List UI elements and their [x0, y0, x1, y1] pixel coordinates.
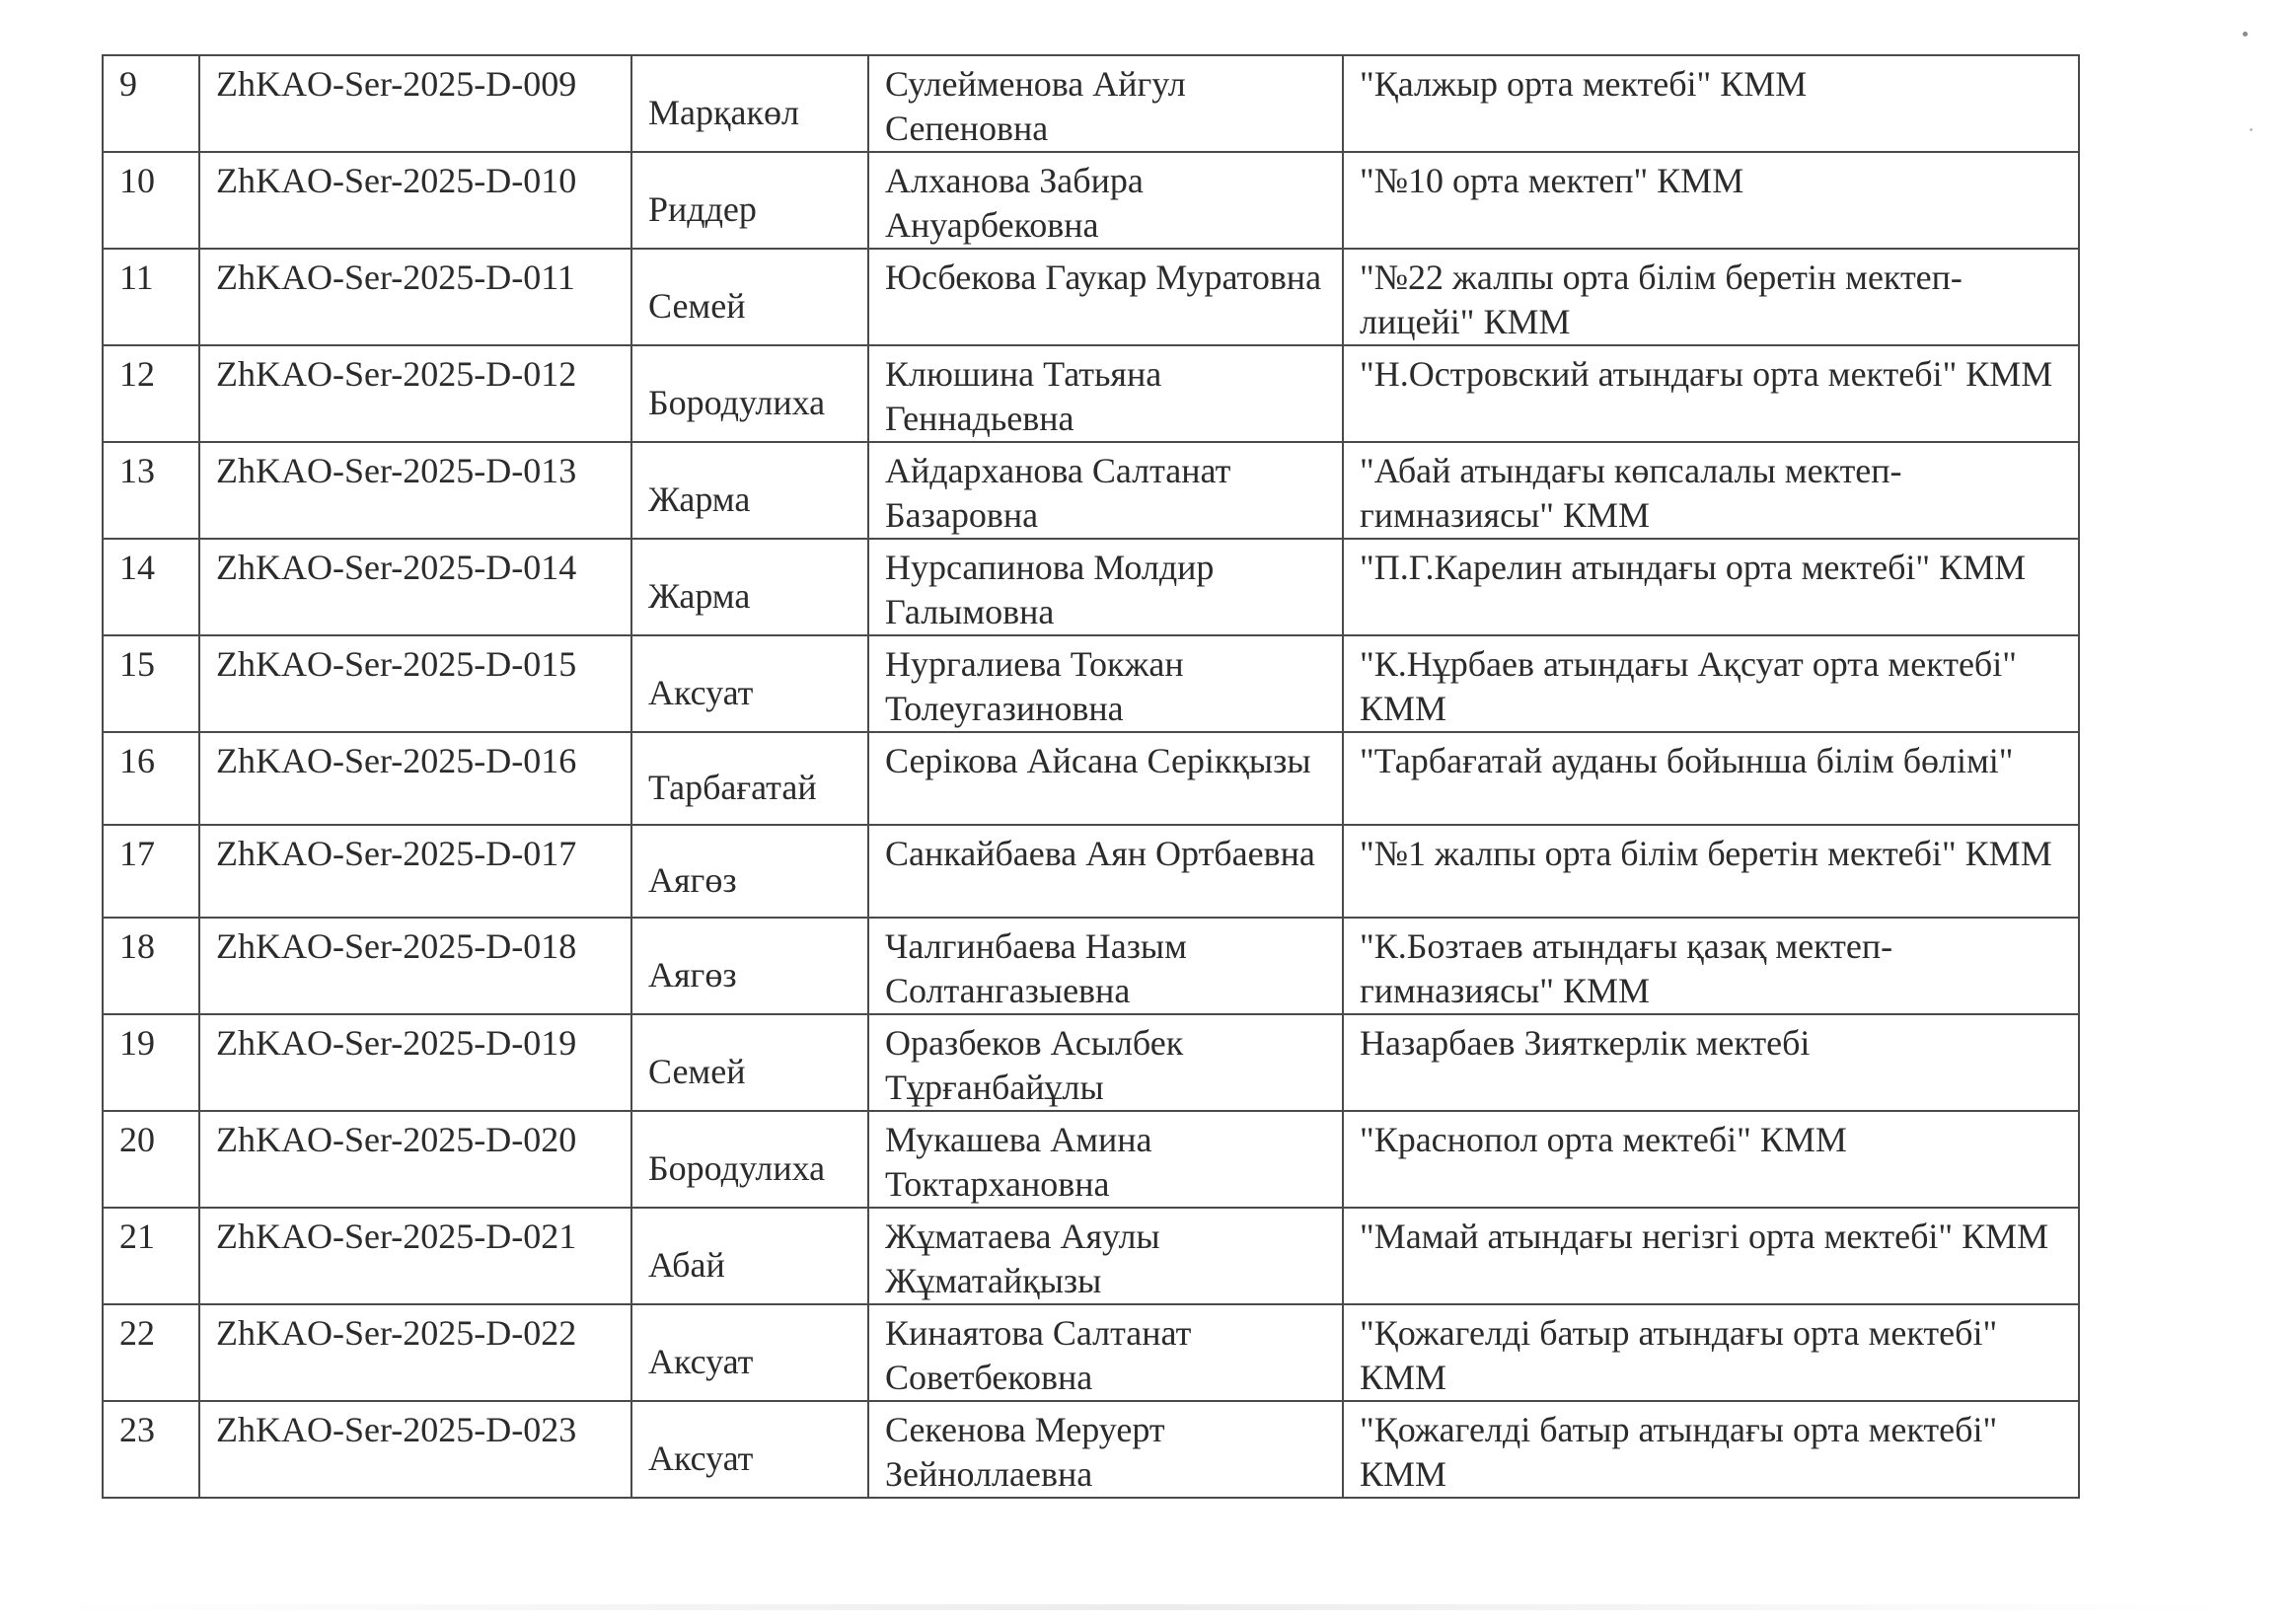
- full-name: Клюшина Татьяна Геннадьевна: [885, 354, 1162, 438]
- district: Бородулиха: [648, 1147, 826, 1188]
- organization: "Қожагелді батыр атындағы орта мектебі" КММ: [1360, 1313, 1998, 1397]
- full-name-cell: [868, 1014, 1343, 1111]
- registration-code: ZhKAO-Ser-2025-D-015: [216, 644, 577, 684]
- full-name-cell: [868, 345, 1343, 442]
- row-number: 11: [119, 258, 154, 297]
- district-cell: [631, 635, 868, 732]
- registration-code-cell: [199, 55, 631, 152]
- district: Жарма: [648, 575, 751, 616]
- organization: "Тарбағатай ауданы бойынша білім бөлімі": [1360, 741, 2014, 780]
- full-name-cell: [868, 55, 1343, 152]
- row-number-cell: [103, 1304, 199, 1401]
- district-cell: [631, 345, 868, 442]
- organization: "Қалжыр орта мектебі" КММ: [1360, 64, 1808, 104]
- district-cell: [631, 1304, 868, 1401]
- registration-code-cell: [199, 1401, 631, 1498]
- registration-code: ZhKAO-Ser-2025-D-010: [216, 161, 577, 200]
- registration-code-cell: [199, 1014, 631, 1111]
- row-number-cell: [103, 442, 199, 539]
- table-row: [103, 152, 2079, 249]
- row-number: 15: [119, 644, 155, 684]
- registration-code: ZhKAO-Ser-2025-D-016: [216, 741, 577, 780]
- organization: "К.Нұрбаев атындағы Ақсуат орта мектебі" КММ: [1360, 644, 2017, 728]
- registration-code: ZhKAO-Ser-2025-D-022: [216, 1313, 577, 1353]
- full-name: Алханова Забира Ануарбековна: [885, 161, 1144, 245]
- organization-cell: [1343, 152, 2079, 249]
- registration-code-cell: [199, 249, 631, 345]
- full-name: Сулейменова Айгул Сепеновна: [885, 64, 1186, 148]
- district: Аксуат: [648, 1341, 754, 1381]
- full-name: Кинаятова Салтанат Советбековна: [885, 1313, 1192, 1397]
- row-number: 23: [119, 1410, 155, 1449]
- district: Аксуат: [648, 672, 754, 712]
- table-row: [103, 442, 2079, 539]
- district-cell: [631, 825, 868, 918]
- district-cell: [631, 1014, 868, 1111]
- table-row: [103, 635, 2079, 732]
- registration-code: ZhKAO-Ser-2025-D-019: [216, 1023, 577, 1063]
- row-number: 18: [119, 926, 155, 966]
- district: Аягөз: [648, 954, 737, 995]
- full-name: Мукашева Амина Токтархановна: [885, 1120, 1152, 1204]
- row-number-cell: [103, 1208, 199, 1304]
- row-number: 16: [119, 741, 155, 780]
- row-number: 19: [119, 1023, 155, 1063]
- organization-cell: [1343, 1401, 2079, 1498]
- row-number-cell: [103, 152, 199, 249]
- district: Бородулиха: [648, 382, 826, 422]
- organization: "П.Г.Карелин атындағы орта мектебі" КММ: [1360, 548, 2027, 587]
- district: Абай: [648, 1244, 725, 1285]
- table-row: [103, 539, 2079, 635]
- district-cell: [631, 152, 868, 249]
- table-row: [103, 1014, 2079, 1111]
- organization-cell: [1343, 1304, 2079, 1401]
- registration-code: ZhKAO-Ser-2025-D-021: [216, 1216, 577, 1256]
- table-row: [103, 1208, 2079, 1304]
- organization-cell: [1343, 825, 2079, 918]
- district: Семей: [648, 1051, 746, 1091]
- full-name-cell: [868, 1208, 1343, 1304]
- organization: "№10 орта мектеп" КММ: [1360, 161, 1744, 200]
- district: Семей: [648, 285, 746, 326]
- full-name-cell: [868, 1111, 1343, 1208]
- district-cell: [631, 55, 868, 152]
- registration-code-cell: [199, 635, 631, 732]
- district: Марқакөл: [648, 92, 799, 132]
- district-cell: [631, 732, 868, 825]
- row-number-cell: [103, 539, 199, 635]
- registration-code: ZhKAO-Ser-2025-D-012: [216, 354, 577, 394]
- registration-code-cell: [199, 152, 631, 249]
- registration-code: ZhKAO-Ser-2025-D-017: [216, 834, 577, 873]
- organization-cell: [1343, 1014, 2079, 1111]
- table-row: [103, 345, 2079, 442]
- row-number-cell: [103, 918, 199, 1014]
- registration-code-cell: [199, 539, 631, 635]
- district-cell: [631, 1208, 868, 1304]
- full-name: Юсбекова Гаукар Муратовна: [885, 258, 1322, 297]
- row-number-cell: [103, 249, 199, 345]
- table-row: [103, 249, 2079, 345]
- row-number: 20: [119, 1120, 155, 1159]
- organization-cell: [1343, 249, 2079, 345]
- full-name-cell: [868, 1304, 1343, 1401]
- district-cell: [631, 1111, 868, 1208]
- registration-code: ZhKAO-Ser-2025-D-020: [216, 1120, 577, 1159]
- district-cell: [631, 1401, 868, 1498]
- full-name-cell: [868, 249, 1343, 345]
- full-name-cell: [868, 825, 1343, 918]
- organization: "К.Бозтаев атындағы қазақ мектеп-гимназиясы" КММ: [1360, 926, 1893, 1010]
- table-row: [103, 1401, 2079, 1498]
- row-number-cell: [103, 345, 199, 442]
- registration-code: ZhKAO-Ser-2025-D-018: [216, 926, 577, 966]
- district: Риддер: [648, 188, 757, 229]
- district-cell: [631, 539, 868, 635]
- organization: "Абай атындағы көпсалалы мектеп-гимназиясы" КММ: [1360, 451, 1902, 535]
- district: Жарма: [648, 479, 751, 519]
- registration-code-cell: [199, 1111, 631, 1208]
- organization: "№1 жалпы орта білім беретін мектебі" КММ: [1360, 834, 2052, 873]
- registration-code: ZhKAO-Ser-2025-D-009: [216, 64, 577, 104]
- table-row: [103, 1304, 2079, 1401]
- full-name: Оразбеков Асылбек Тұрғанбайұлы: [885, 1023, 1184, 1107]
- organization-cell: [1343, 635, 2079, 732]
- registration-code: ZhKAO-Ser-2025-D-013: [216, 451, 577, 490]
- scan-speck-mark: [2243, 32, 2248, 37]
- row-number: 22: [119, 1313, 155, 1353]
- row-number-cell: [103, 732, 199, 825]
- row-number: 9: [119, 64, 137, 104]
- registration-code: ZhKAO-Ser-2025-D-023: [216, 1410, 577, 1449]
- table-row: [103, 825, 2079, 918]
- district-cell: [631, 442, 868, 539]
- full-name-cell: [868, 1401, 1343, 1498]
- organization-cell: [1343, 345, 2079, 442]
- organization: "Краснопол орта мектебі" КММ: [1360, 1120, 1847, 1159]
- scan-edge-shadow: [59, 1604, 2230, 1610]
- organization-cell: [1343, 918, 2079, 1014]
- organization: "№22 жалпы орта білім беретін мектеп-лицейі" КММ: [1360, 258, 1963, 341]
- row-number-cell: [103, 635, 199, 732]
- registration-code-cell: [199, 442, 631, 539]
- full-name: Серікова Айсана Серікқызы: [885, 741, 1311, 780]
- row-number: 12: [119, 354, 155, 394]
- registration-code-cell: [199, 825, 631, 918]
- registration-code: ZhKAO-Ser-2025-D-011: [216, 258, 575, 297]
- row-number-cell: [103, 55, 199, 152]
- organization-cell: [1343, 732, 2079, 825]
- row-number: 14: [119, 548, 155, 587]
- full-name-cell: [868, 732, 1343, 825]
- row-number-cell: [103, 825, 199, 918]
- organization-cell: [1343, 55, 2079, 152]
- full-name: Нурсапинова Молдир Галымовна: [885, 548, 1215, 631]
- organization: Назарбаев Зияткерлік мектебі: [1360, 1023, 1811, 1063]
- organization-cell: [1343, 539, 2079, 635]
- row-number-cell: [103, 1111, 199, 1208]
- row-number-cell: [103, 1014, 199, 1111]
- organization-cell: [1343, 442, 2079, 539]
- row-number-cell: [103, 1401, 199, 1498]
- district: Аксуат: [648, 1438, 754, 1478]
- table-row: [103, 732, 2079, 825]
- row-number: 13: [119, 451, 155, 490]
- organization: "Мамай атындағы негізгі орта мектебі" КММ: [1360, 1216, 2049, 1256]
- registration-code-cell: [199, 1208, 631, 1304]
- full-name-cell: [868, 918, 1343, 1014]
- district-cell: [631, 918, 868, 1014]
- district: Тарбағатай: [648, 767, 817, 807]
- registration-code: ZhKAO-Ser-2025-D-014: [216, 548, 577, 587]
- registration-code-cell: [199, 918, 631, 1014]
- full-name-cell: [868, 152, 1343, 249]
- full-name: Нургалиева Токжан Толеугазиновна: [885, 644, 1184, 728]
- row-number: 21: [119, 1216, 155, 1256]
- full-name: Санкайбаева Аян Ортбаевна: [885, 834, 1315, 873]
- participants-table-body: [103, 55, 2079, 1498]
- table-row: [103, 55, 2079, 152]
- district: Аягөз: [648, 859, 737, 900]
- row-number: 17: [119, 834, 155, 873]
- registration-code-cell: [199, 1304, 631, 1401]
- full-name: Айдарханова Салтанат Базаровна: [885, 451, 1231, 535]
- full-name: Жұматаева Аяулы Жұматайқызы: [885, 1216, 1160, 1300]
- participants-table: [102, 54, 2080, 1499]
- full-name: Чалгинбаева Назым Солтангазыевна: [885, 926, 1187, 1010]
- organization: "Н.Островский атындағы орта мектебі" КММ: [1360, 354, 2053, 394]
- organization-cell: [1343, 1111, 2079, 1208]
- table-row: [103, 1111, 2079, 1208]
- scan-speck-mark: [2250, 128, 2253, 131]
- full-name-cell: [868, 635, 1343, 732]
- full-name: Секенова Меруерт Зейноллаевна: [885, 1410, 1165, 1494]
- full-name-cell: [868, 442, 1343, 539]
- registration-code-cell: [199, 732, 631, 825]
- organization-cell: [1343, 1208, 2079, 1304]
- registration-code-cell: [199, 345, 631, 442]
- full-name-cell: [868, 539, 1343, 635]
- row-number: 10: [119, 161, 155, 200]
- organization: "Қожагелді батыр атындағы орта мектебі" КММ: [1360, 1410, 1998, 1494]
- district-cell: [631, 249, 868, 345]
- table-row: [103, 918, 2079, 1014]
